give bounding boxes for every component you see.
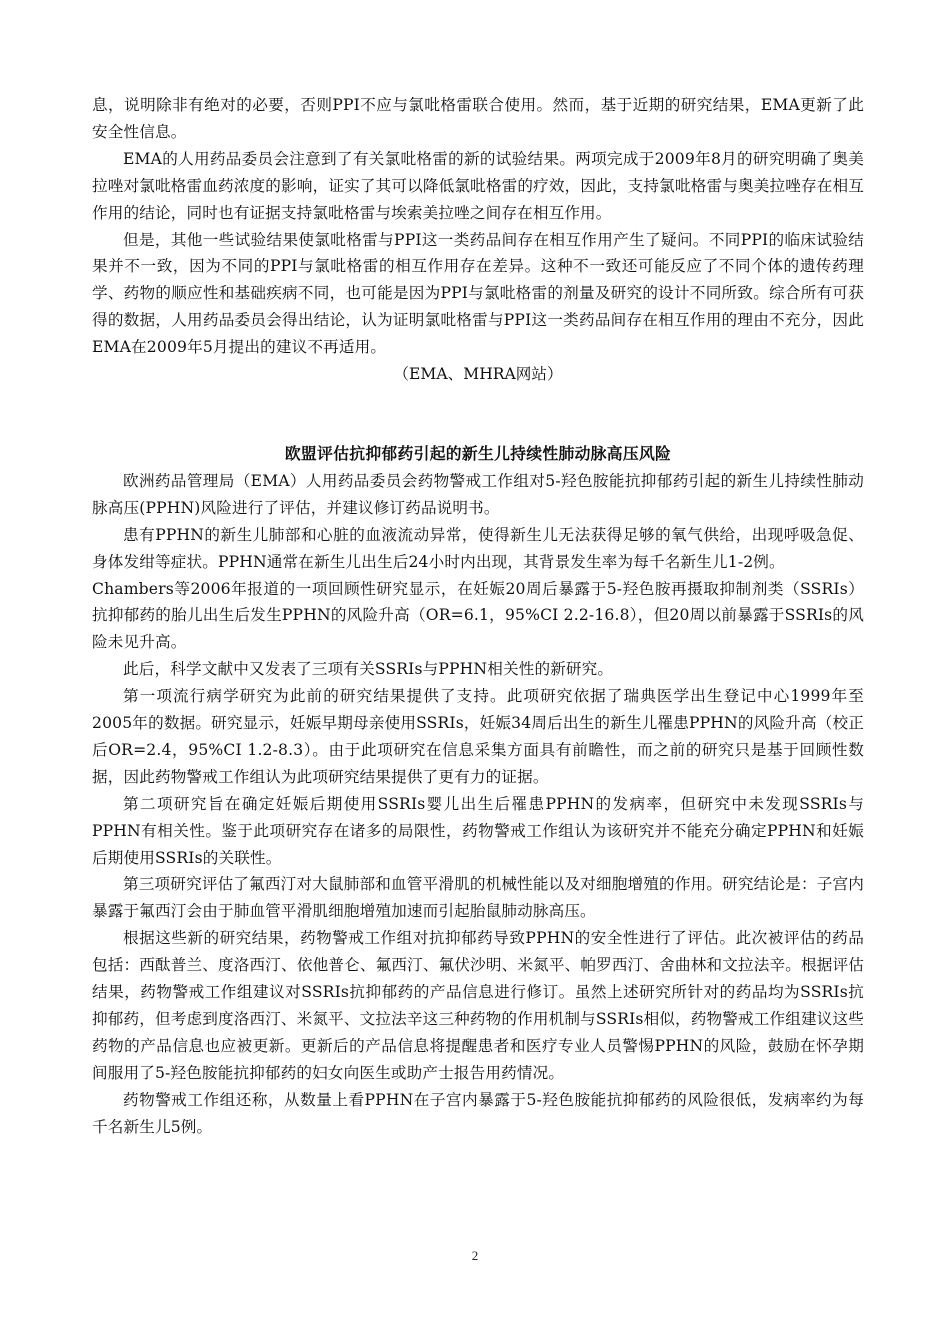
article-paragraph: 根据这些新的研究结果，药物警戒工作组对抗抑郁药导致PPHN的安全性进行了评估。此次被评估的药品包括：西酞普兰、度洛西汀、依他普仑、氟西汀、氟伏沙明、米氮平、帕罗西汀、舍曲林和文拉法辛。根据评估结果，药物警戒工作组建议对SSRIs抗抑郁药的产品信息进行修订。虽然上述研究所针对的药品均为SSRIs抗抑郁药，但考虑到度洛西汀、米氮平、文拉法辛这三种药物的作用机制与SSRIs相似，药物警戒工作组建议这些药物的产品信息也应被更新。更新后的产品信息将提醒患者和医疗专业人员警惕PPHN的风险，鼓励在怀孕期间服用了5-羟色胺能抗抑郁药的妇女向医生或助产士报告用药情况。	[92, 929, 864, 1082]
document-page	[92, 92, 864, 1252]
intro-paragraph-continued: 息，说明除非有绝对的必要，否则PPI不应与氯吡格雷联合使用。然而，基于近期的研究结果，EMA更新了此安全性信息。	[92, 96, 864, 141]
section-spacer	[92, 388, 864, 441]
article-paragraph: 患有PPHN的新生儿肺部和心脏的血液流动异常，使得新生儿无法获得足够的氧气供给，出现呼吸急促、身体发绀等症状。PPHN通常在新生儿出生后24小时内出现，其背景发生率为每千名新生儿1-2例。	[92, 525, 864, 571]
article-title: 欧盟评估抗抑郁药引起的新生儿持续性肺动脉高压风险	[284, 443, 672, 463]
article-paragraph: 第三项研究评估了氟西汀对大鼠肺部和血管平滑肌的机械性能以及对细胞增殖的作用。研究结论是：子宫内暴露于氟西汀会由于肺血管平滑肌细胞增殖加速而引起胎鼠肺动脉高压。	[92, 875, 864, 921]
page-number: 2	[471, 1248, 479, 1263]
article-paragraph: Chambers等2006年报道的一项回顾性研究显示，在妊娠20周后暴露于5-羟色胺再摄取抑制剂类（SSRIs）抗抑郁药的胎儿出生后发生PPHN的风险升高（OR=6.1，95%CI 2.2-16.8），但20周以前暴露于SSRIs的风险未见升高。	[92, 579, 864, 652]
article-paragraph: 第二项研究旨在确定妊娠后期使用SSRIs婴儿出生后罹患PPHN的发病率，但研究中未发现SSRIs与PPHN有相关性。鉴于此项研究存在诸多的局限性，药物警戒工作组认为该研究并不能充分确定PPHN和妊娠后期使用SSRIs的关联性。	[92, 794, 864, 867]
source-note: （EMA、MHRA网站）	[393, 365, 563, 384]
intro-paragraph: EMA的人用药品委员会注意到了有关氯吡格雷的新的试验结果。两项完成于2009年8月的研究明确了奥美拉唑对氯吡格雷血药浓度的影响，证实了其可以降低氯吡格雷的疗效，因此，支持氯吡格雷与奥美拉唑存在相互作用的结论，同时也有证据支持氯吡格雷与埃索美拉唑之间存在相互作用。	[92, 149, 864, 222]
article-paragraph: 欧洲药品管理局（EMA）人用药品委员会药物警戒工作组对5-羟色胺能抗抑郁药引起的新生儿持续性肺动脉高压(PPHN)风险进行了评估，并建议修订药品说明书。	[92, 471, 864, 517]
article-paragraph: 此后，科学文献中又发表了三项有关SSRIs与PPHN相关性的新研究。	[123, 660, 614, 679]
intro-paragraph: 但是，其他一些试验结果使氯吡格雷与PPI这一类药品间存在相互作用产生了疑问。不同PPI的临床试验结果并不一致，因为不同的PPI与氯吡格雷的相互作用存在差异。这种不一致还可能反应了不同个体的遗传药理学、药物的顺应性和基础疾病不同，也可能是因为PPI与氯吡格雷的剂量及研究的设计不同所致。综合所有可获得的数据，人用药品委员会得出结论，认为证明氯吡格雷与PPI这一类药品间存在相互作用的理由不充分，因此EMA在2009年5月提出的建议不再适用。	[92, 230, 864, 357]
article-paragraph: 药物警戒工作组还称，从数量上看PPHN在子宫内暴露于5-羟色胺能抗抑郁药的风险很低，发病率约为每千名新生儿5例。	[92, 1090, 864, 1136]
article-paragraph: 第一项流行病学研究为此前的研究结果提供了支持。此项研究依据了瑞典医学出生登记中心1999年至2005年的数据。研究显示，妊娠早期母亲使用SSRIs，妊娠34周后出生的新生儿罹患PPHN的风险升高（校正后OR=2.4，95%CI 1.2-8.3）。由于此项研究在信息采集方面具有前瞻性，而之前的研究只是基于回顾性数据，因此药物警戒工作组认为此项研究结果提供了更有力的证据。	[92, 687, 864, 786]
